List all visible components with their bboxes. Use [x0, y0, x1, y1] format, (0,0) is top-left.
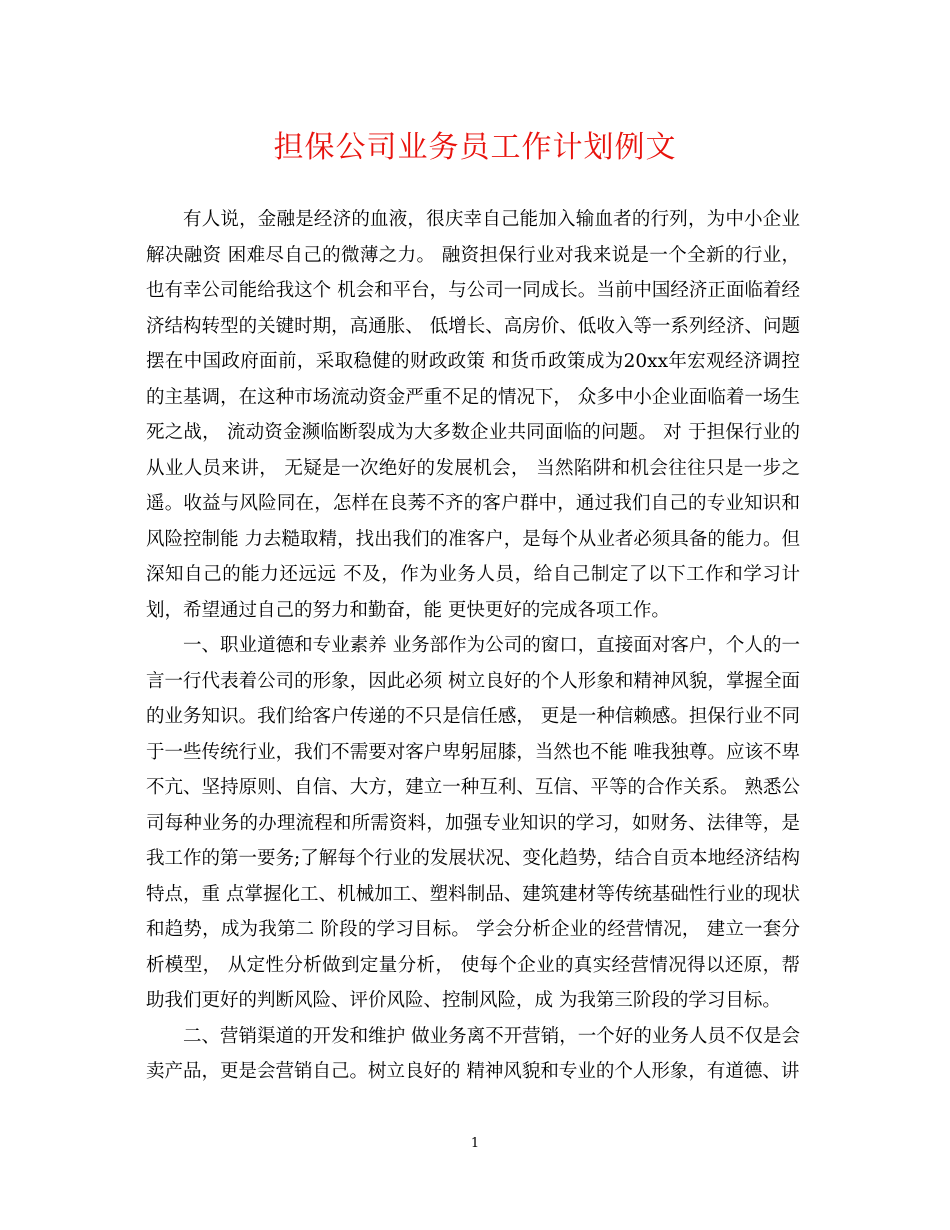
paragraph-section-2: 二、营销渠道的开发和维护 做业务离不开营销，一个好的业务人员不仅是会卖产品，更是会营销自己。树立良好的 精神风貌和专业的个人形象，有道德、讲 — [146, 1025, 800, 1082]
page-number: 1 — [470, 1136, 480, 1151]
paragraph-intro: 有人说，金融是经济的血液，很庆幸自己能加入输血者的行列，为中小企业解决融资 困难尽自己的微薄之力。 融资担保行业对我来说是一个全新的行业，也有幸公司能给我这个 机会和平台，与公司一同成长。当前中国经济正面临着经济结构转型的关键时期，高通胀、 低增长、高房价、低收入等一系列经济、问题摆在中国政府面前，采取稳健的财政政策 和货币政策成为20xx年宏观经济调控的主基调，在这种市场流动资金严重不足的情况下， 众多中小企业面临着一场生死之战， 流动资金濒临断裂成为大多数企业共同面临的问题。 对 于担保行业的从业人员来讲， 无疑是一次绝好的发展机会， 当然陷阱和机会往往只是一步之遥。收益与风险同在，怎样在良莠不齐的客户群中，通过我们自己的专业知识和风险控制能 力去糙取精，找出我们的准客户，是每个从业者必须具备的能力。但深知自己的能力还远远 不及，作为业务人员，给自己制定了以下工作和学习计划，希望通过自己的努力和勤奋，能 更快更好的完成各项工作。 — [146, 209, 800, 621]
document-body — [146, 202, 800, 1090]
document-title: 担保公司业务员工作计划例文 — [273, 130, 677, 165]
paragraph-section-1: 一、职业道德和专业素养 业务部作为公司的窗口，直接面对客户，个人的一言一行代表着公司的形象，因此必须 树立良好的个人形象和精神风貌，掌握全面的业务知识。我们给客户传递的不只是信任感， 更是一种信赖感。担保行业不同于一些传统行业，我们不需要对客户卑躬屈膝，当然也不能 唯我独尊。应该不卑不亢、坚持原则、自信、大方，建立一种互利、互信、平等的合作关系。 熟悉公司每种业务的办理流程和所需资料，加强专业知识的学习，如财务、法律等，是我工作的第一要务;了解每个行业的发展状况、变化趋势，结合自贡本地经济结构特点，重 点掌握化工、机械加工、塑料制品、建筑建材等传统基础性行业的现状和趋势，成为我第二 阶段的学习目标。 学会分析企业的经营情况， 建立一套分析模型， 从定性分析做到定量分析， 使每个企业的真实经营情况得以还原，帮助我们更好的判断风险、评价风险、控制风险，成 为我第三阶段的学习目标。 — [146, 635, 800, 1011]
